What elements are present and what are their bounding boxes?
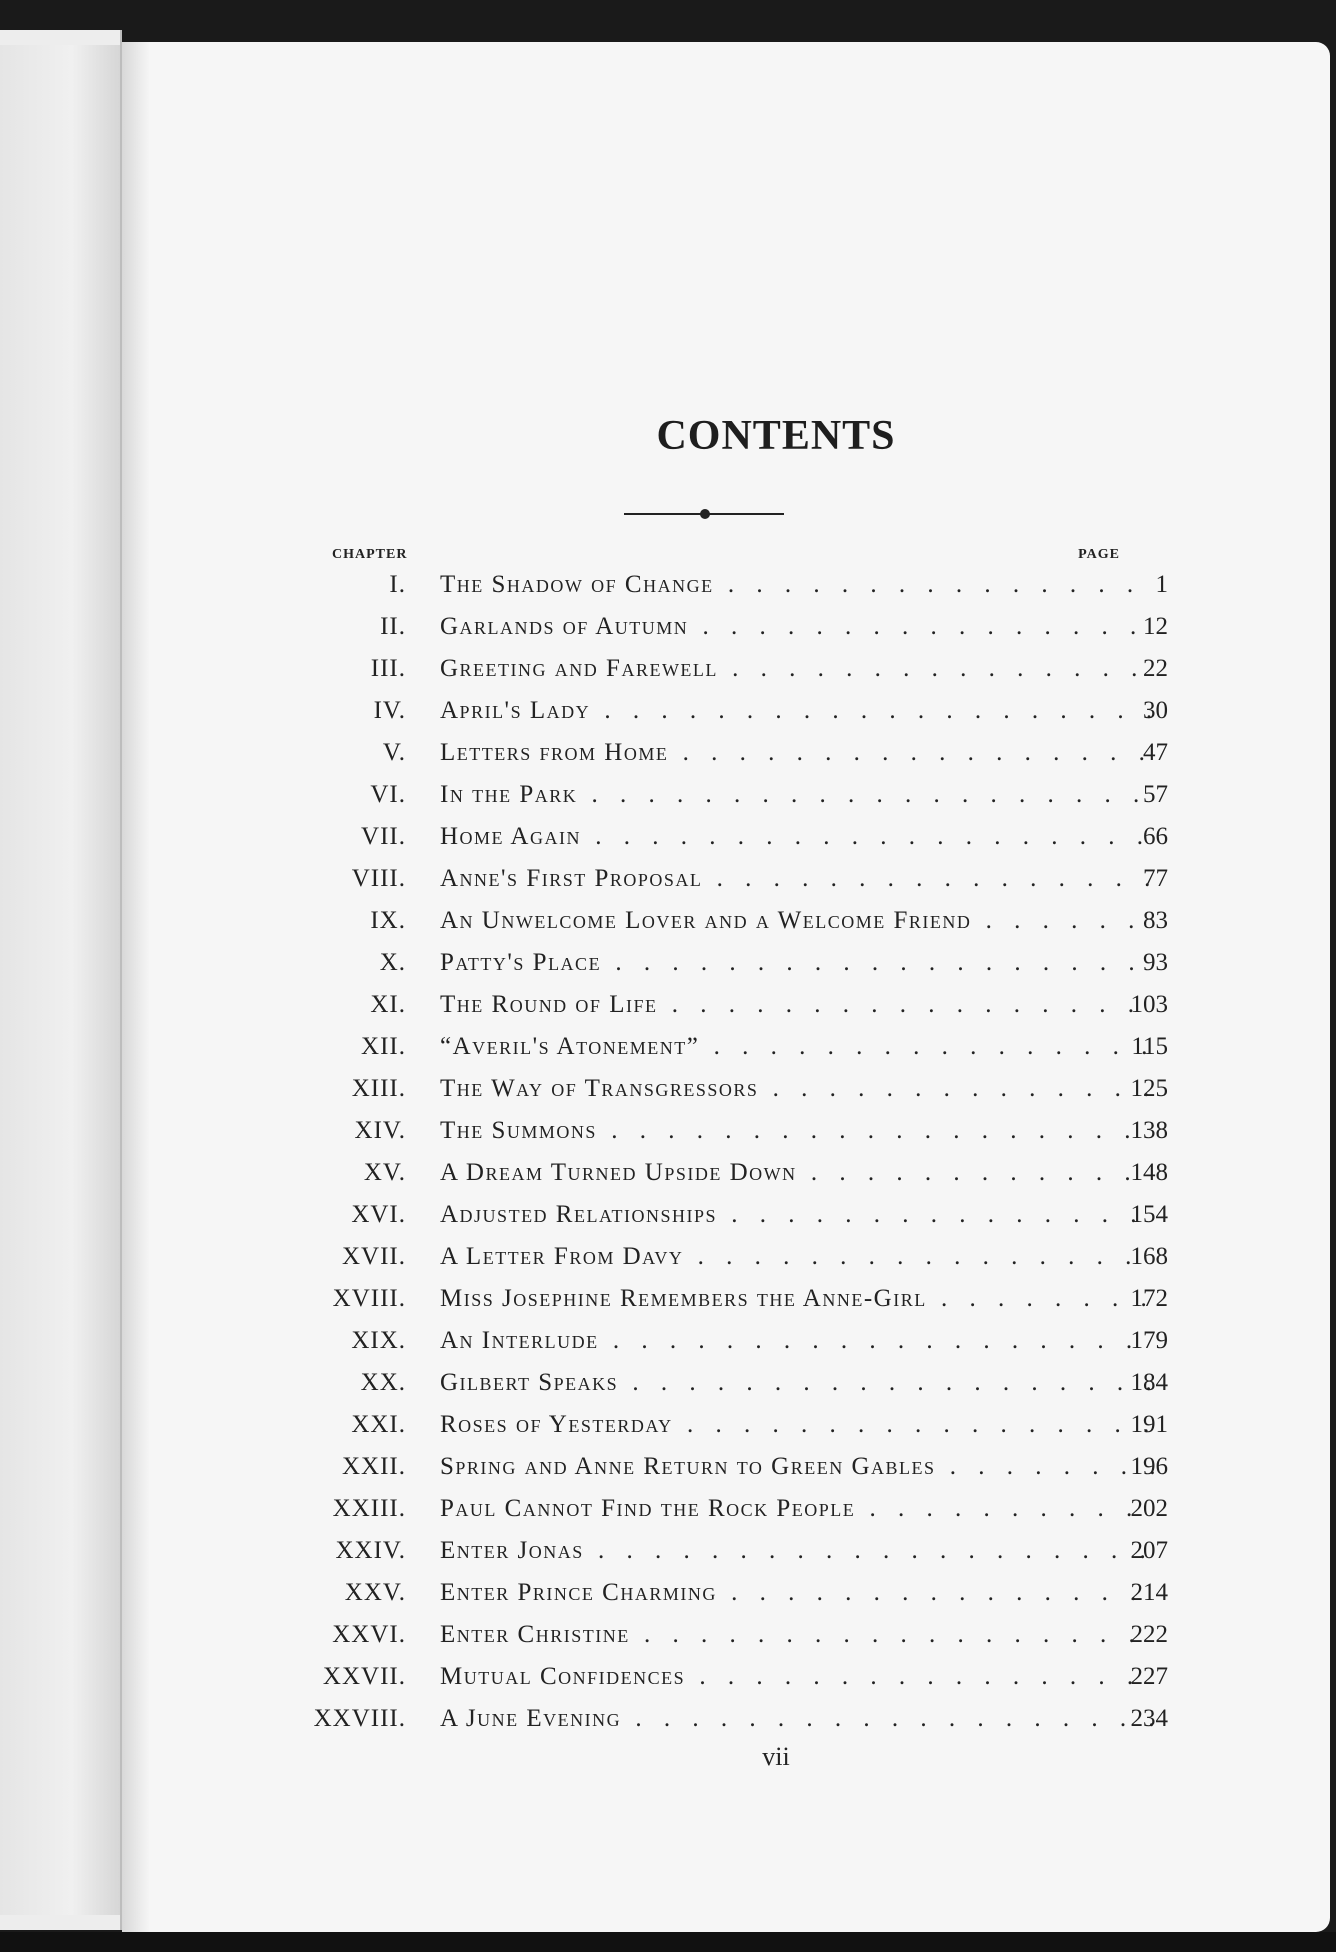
toc-entry: [122, 1071, 1330, 1113]
chapter-page-number: 22: [1143, 655, 1168, 682]
chapter-number: XIX.: [351, 1327, 406, 1354]
chapter-number: VI.: [370, 781, 406, 808]
chapter-number: XIV.: [354, 1117, 406, 1144]
chapter-title: An Unwelcome Lover and a Welcome Friend . . .: [440, 907, 1154, 935]
toc-entry: [122, 1113, 1330, 1155]
toc-entry: [122, 693, 1330, 735]
toc-entry: [122, 1323, 1330, 1365]
toc-entry: [122, 903, 1330, 945]
toc-entry: [122, 651, 1330, 693]
chapter-number: XXVI.: [332, 1621, 406, 1648]
chapter-column-header: CHAPTER: [332, 547, 408, 562]
toc-entry: [122, 987, 1330, 1029]
ornament-dot: [700, 509, 710, 519]
toc-entry: [122, 567, 1330, 609]
chapter-number: VII.: [361, 823, 406, 850]
chapter-title: Enter Christine . . .: [440, 1621, 1154, 1649]
chapter-title: The Way of Transgressors . . .: [440, 1075, 1154, 1103]
chapter-page-number: 93: [1143, 949, 1168, 976]
page-number-folio: vii: [762, 1742, 790, 1771]
chapter-page-number: 47: [1143, 739, 1168, 766]
chapter-title: Spring and Anne Return to Green Gables . . .: [440, 1453, 1154, 1481]
left-page-paper: [0, 45, 120, 1915]
chapter-page-number: 202: [1130, 1495, 1168, 1522]
toc-entry: [122, 1533, 1330, 1575]
chapter-number: XXIV.: [335, 1537, 406, 1564]
chapter-page-number: 214: [1130, 1579, 1168, 1606]
chapter-page-number: 191: [1130, 1411, 1168, 1438]
chapter-title: Roses of Yesterday . . .: [440, 1411, 1154, 1439]
chapter-title: A June Evening . . .: [440, 1705, 1154, 1733]
page-column-header: PAGE: [1078, 547, 1120, 562]
chapter-title: Letters from Home . . .: [440, 739, 1154, 767]
chapter-number: X.: [379, 949, 406, 976]
chapter-page-number: 115: [1131, 1033, 1168, 1060]
toc-entry: [122, 819, 1330, 861]
chapter-number: XXV.: [344, 1579, 406, 1606]
chapter-number: XXI.: [351, 1411, 406, 1438]
chapter-page-number: 66: [1143, 823, 1168, 850]
chapter-title: Gilbert Speaks . . .: [440, 1369, 1154, 1397]
chapter-page-number: 125: [1130, 1075, 1168, 1102]
chapter-page-number: 138: [1130, 1117, 1168, 1144]
chapter-page-number: 30: [1143, 697, 1168, 724]
chapter-page-number: 77: [1143, 865, 1168, 892]
chapter-number: XI.: [370, 991, 406, 1018]
toc-entry: [122, 735, 1330, 777]
chapter-number: XXIII.: [332, 1495, 406, 1522]
page-title: CONTENTS: [656, 413, 896, 459]
chapter-number: V.: [382, 739, 406, 766]
toc-entry: [122, 1365, 1330, 1407]
chapter-title: The Round of Life . . .: [440, 991, 1154, 1019]
chapter-title: Adjusted Relationships . . .: [440, 1201, 1154, 1229]
chapter-page-number: 154: [1130, 1201, 1168, 1228]
chapter-number: IV.: [373, 697, 406, 724]
chapter-number: XXII.: [341, 1453, 406, 1480]
toc-entry: [122, 1239, 1330, 1281]
chapter-number: II.: [380, 613, 406, 640]
chapter-number: XV.: [363, 1159, 406, 1186]
chapter-page-number: 57: [1143, 781, 1168, 808]
chapter-title: “Averil's Atonement” . . .: [440, 1033, 1154, 1061]
chapter-number: XVIII.: [332, 1285, 406, 1312]
chapter-title: An Interlude . . .: [440, 1327, 1154, 1355]
toc-entry: [122, 1575, 1330, 1617]
chapter-number: IX.: [370, 907, 406, 934]
chapter-page-number: 222: [1130, 1621, 1168, 1648]
chapter-page-number: 83: [1143, 907, 1168, 934]
chapter-page-number: 1: [1155, 571, 1168, 598]
chapter-page-number: 172: [1130, 1285, 1168, 1312]
toc-entry: [122, 609, 1330, 651]
chapter-page-number: 234: [1130, 1705, 1168, 1732]
chapter-title: The Shadow of Change . . .: [440, 571, 1154, 599]
chapter-page-number: 184: [1130, 1369, 1168, 1396]
chapter-page-number: 168: [1130, 1243, 1168, 1270]
chapter-title: In the Park . . .: [440, 781, 1154, 809]
chapter-number: XVII.: [341, 1243, 406, 1270]
chapter-page-number: 207: [1130, 1537, 1168, 1564]
chapter-number: I.: [389, 571, 406, 598]
chapter-title: A Dream Turned Upside Down . . .: [440, 1159, 1154, 1187]
chapter-title: A Letter From Davy . . .: [440, 1243, 1154, 1271]
chapter-title: Garlands of Autumn . . .: [440, 613, 1154, 641]
table-of-contents: [122, 567, 1330, 1743]
scan-bottom-border: [0, 1932, 1336, 1952]
toc-entry: [122, 945, 1330, 987]
chapter-page-number: 179: [1130, 1327, 1168, 1354]
toc-entry: [122, 1281, 1330, 1323]
toc-entry: [122, 1659, 1330, 1701]
chapter-title: April's Lady . . .: [440, 697, 1154, 725]
toc-entry: [122, 861, 1330, 903]
chapter-page-number: 103: [1130, 991, 1168, 1018]
chapter-title: Paul Cannot Find the Rock People . . .: [440, 1495, 1154, 1523]
chapter-title: Patty's Place . . .: [440, 949, 1154, 977]
chapter-page-number: 148: [1130, 1159, 1168, 1186]
chapter-title: Home Again . . .: [440, 823, 1154, 851]
chapter-number: III.: [370, 655, 406, 682]
toc-entry: [122, 1491, 1330, 1533]
chapter-number: XII.: [361, 1033, 406, 1060]
chapter-title: Greeting and Farewell . . .: [440, 655, 1154, 683]
chapter-number: XXVIII.: [313, 1705, 406, 1732]
toc-entry: [122, 1197, 1330, 1239]
book-page: [122, 42, 1330, 1932]
chapter-title: Enter Jonas . . .: [440, 1537, 1154, 1565]
toc-entry: [122, 1617, 1330, 1659]
chapter-number: XIII.: [351, 1075, 406, 1102]
toc-entry: [122, 1701, 1330, 1743]
toc-entry: [122, 777, 1330, 819]
chapter-page-number: 196: [1130, 1453, 1168, 1480]
chapter-number: XX.: [360, 1369, 406, 1396]
title-ornament: [624, 509, 784, 519]
chapter-title: Mutual Confidences . . .: [440, 1663, 1154, 1691]
chapter-title: The Summons . . .: [440, 1117, 1154, 1145]
toc-entry: [122, 1407, 1330, 1449]
chapter-title: Anne's First Proposal . . .: [440, 865, 1154, 893]
chapter-number: VIII.: [351, 865, 406, 892]
chapter-page-number: 227: [1130, 1663, 1168, 1690]
toc-entry: [122, 1155, 1330, 1197]
chapter-title: Miss Josephine Remembers the Anne-Girl . . .: [440, 1285, 1154, 1313]
toc-entry: [122, 1449, 1330, 1491]
toc-entry: [122, 1029, 1330, 1071]
chapter-page-number: 12: [1143, 613, 1168, 640]
chapter-number: XXVII.: [322, 1663, 406, 1690]
chapter-number: XVI.: [351, 1201, 406, 1228]
chapter-title: Enter Prince Charming . . .: [440, 1579, 1154, 1607]
